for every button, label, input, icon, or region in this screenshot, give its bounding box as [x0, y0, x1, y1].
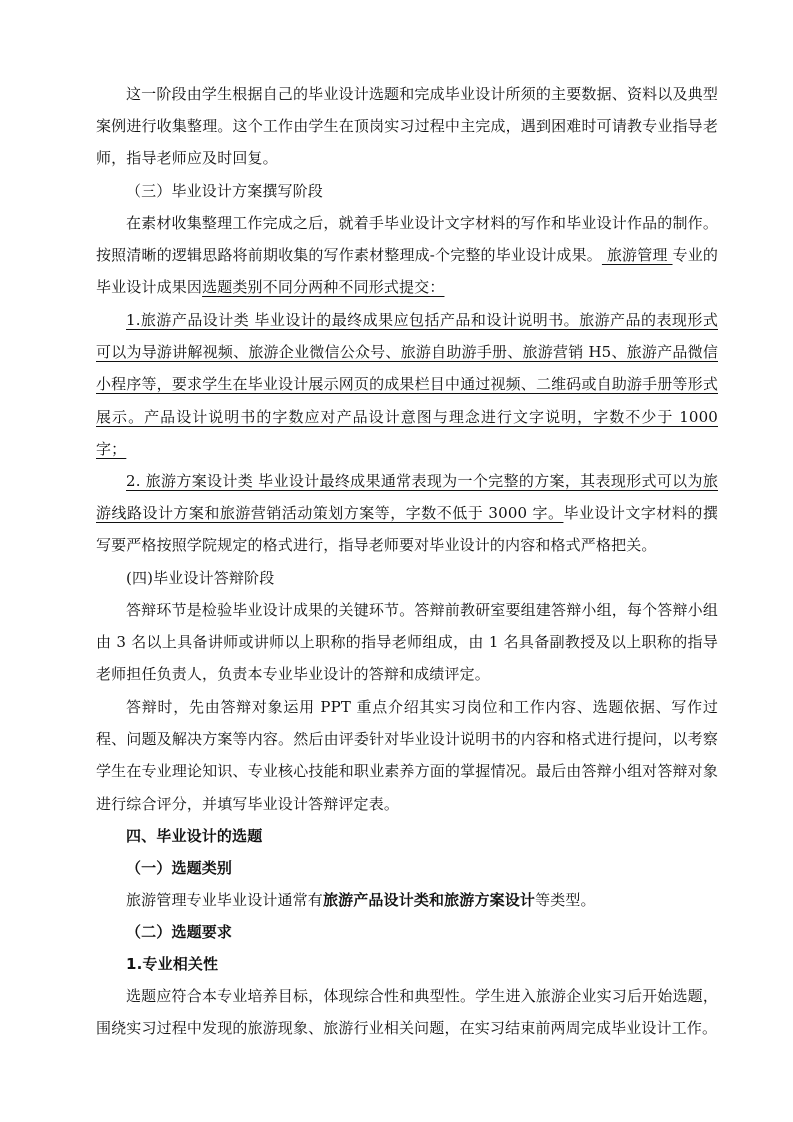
submission-forms-underlined: 选题类别不同分两种不同形式提交：: [202, 278, 445, 297]
subheading-topic-requirements: [96, 916, 718, 948]
major-name-underlined: 旅游管理: [601, 246, 673, 265]
paragraph-writing-stage: [96, 207, 718, 304]
heading-text: (四)毕业设计答辩阶段: [126, 569, 275, 587]
paragraph-text: 专业的毕业设计成果因: [96, 246, 719, 297]
heading-text: （一）选题类别: [126, 859, 233, 877]
subheading-topic-category: [96, 852, 718, 884]
subheading-professional-relevance: [96, 948, 718, 980]
paragraph-text: 答辩环节是检验毕业设计成果的关键环节。答辩前教研室要组建答辩小组，每个答辩小组由 3 名以上具备讲师或讲师以上职称的指导老师组成，由 1 名具备副教授及以上职称的指导老师担任负责人，负责本专业毕业设计的答辩和成绩评定。: [96, 601, 718, 684]
paragraph-text: 毕业设计文字材料的撰写要严格按照学院规定的格式进行，指导老师要对毕业设计的内容和格式严格把关。: [96, 504, 718, 555]
paragraph-defense-panel: [96, 594, 718, 691]
section-heading-topic-selection: [96, 820, 718, 852]
product-design-text: 1.旅游产品设计类 毕业设计的最终成果应包括产品和设计说明书。旅游产品的表现形式可以为导游讲解视频、旅游企业微信公众号、旅游自助游手册、旅游营销 H5、旅游产品微信小程序等，要求学生在毕业设计展示网页的成果栏目中通过视频、二维码或自助游手册等形式展示。产品设计说明书的字数应对产品设计意图与理念进行文字说明，字数不少于 1000 字；: [96, 311, 718, 458]
paragraph-defense-process: [96, 691, 718, 820]
paragraph-text: 选题应符合本专业培养目标，体现综合性和典型性。学生进入旅游企业实习后开始选题，围绕实习过程中发现的旅游现象、旅游行业相关问题，在实习结束前两周完成毕业设计工作。: [96, 987, 718, 1038]
heading-stage-three: [96, 175, 718, 207]
paragraph-text: 在素材收集整理工作完成之后，就着手毕业设计文字材料的写作和毕业设计作品的制作。按照清晰的逻辑思路将前期收集的写作素材整理成-个完整的毕业设计成果。: [96, 214, 718, 265]
topic-types-bold: 旅游产品设计类和旅游方案设计: [322, 891, 536, 909]
heading-text: 四、毕业设计的选题: [126, 827, 263, 845]
paragraph-topic-types: [96, 884, 718, 916]
paragraph-text: 旅游管理专业毕业设计通常有: [126, 891, 323, 909]
heading-text: （三）毕业设计方案撰写阶段: [126, 182, 323, 200]
plan-design-text: 2. 旅游方案设计类 毕业设计最终成果通常表现为一个完整的方案，其表现形式可以为旅游线路设计方案和旅游营销活动策划方案等，字数不低于 3000 字。: [96, 472, 718, 523]
heading-stage-four: [96, 562, 718, 594]
paragraph-relevance-detail: [96, 980, 718, 1044]
heading-text: 1.专业相关性: [126, 955, 219, 973]
paragraph-text: 这一阶段由学生根据自己的毕业设计选题和完成毕业设计所须的主要数据、资料以及典型案例进行收集整理。这个工作由学生在顶岗实习过程中主完成，遇到困难时可请教专业指导老师，指导老师应及时回复。: [96, 85, 718, 168]
paragraph-text: 答辩时，先由答辩对象运用 PPT 重点介绍其实习岗位和工作内容、选题依据、写作过程、问题及解决方案等内容。然后由评委针对毕业设计说明书的内容和格式进行提问，以考察学生在专业理论知识、专业核心技能和职业素养方面的掌握情况。最后由答辩小组对答辩对象进行综合评分，并填写毕业设计答辩评定表。: [96, 698, 718, 813]
list-item-plan-design: [96, 465, 718, 562]
paragraph-text: 等类型。: [535, 891, 596, 909]
heading-text: （二）选题要求: [126, 923, 233, 941]
paragraph-data-collection: [96, 78, 718, 175]
list-item-product-design: [96, 304, 718, 465]
